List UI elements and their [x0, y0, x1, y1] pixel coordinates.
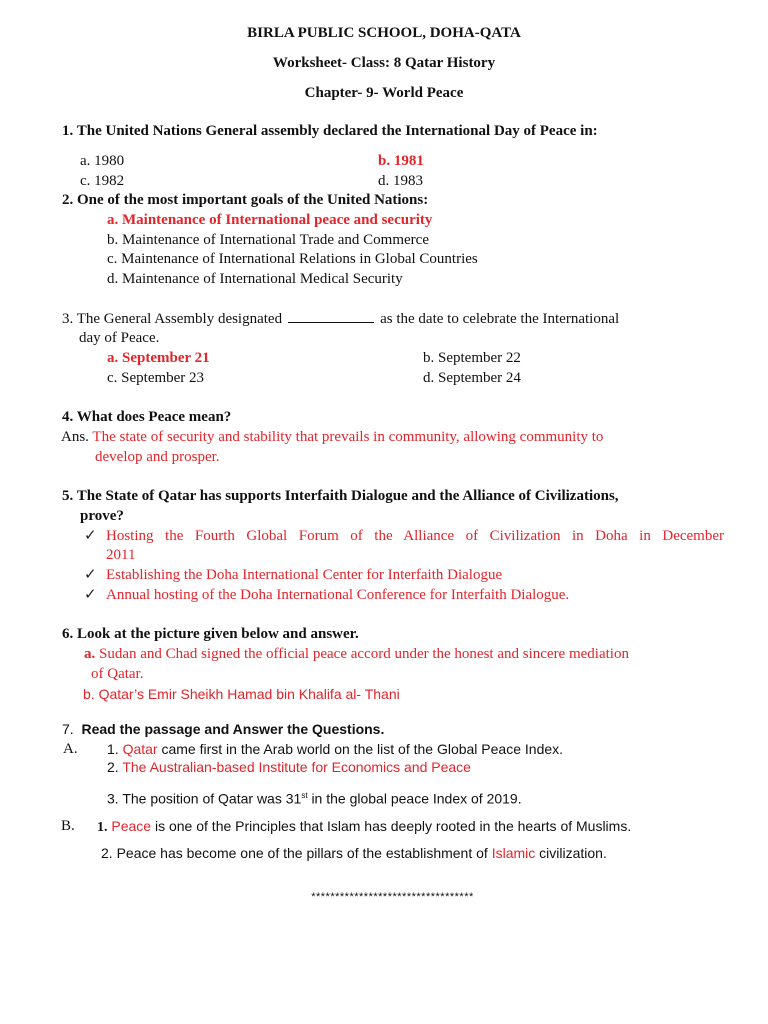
q6-answer-a [84, 645, 629, 663]
num: 2. [107, 759, 119, 775]
q3-option-b: b. September 22 [423, 350, 521, 366]
q1-option-d: d. 1983 [378, 173, 423, 189]
question-3 [62, 310, 619, 328]
question-7 [62, 720, 384, 738]
q7-a-3 [107, 787, 522, 808]
q4-answer-text: The state of security and stability that prevails in community, allowing community to [92, 429, 604, 445]
q3-option-d: d. September 24 [423, 370, 521, 386]
q3-option-c: c. September 23 [107, 370, 205, 386]
text-start: 2. Peace has become one of the pillars of the establishment of [101, 845, 488, 861]
q3-continuation: day of Peace. [79, 330, 160, 346]
footer-divider: ********************************** [311, 891, 474, 903]
q1-option-c: c. 1982 [80, 173, 125, 189]
question-5-cont: prove? [80, 508, 124, 524]
num: 1. [107, 741, 119, 757]
q4-answer-line-2: develop and prosper. [95, 449, 220, 465]
text-end: civilization. [539, 845, 607, 861]
q5-answer-3 [84, 586, 569, 604]
answer-label: Ans. [61, 429, 89, 445]
q6-answer-a-cont: of Qatar. [91, 666, 144, 682]
worksheet-title: Worksheet- Class: 8 Qatar History [272, 55, 496, 71]
section-b-label: B. [61, 818, 75, 834]
q1-option-b-answer: b. 1981 [378, 153, 424, 169]
fill-blank [288, 310, 374, 323]
q2-option-c: c. Maintenance of International Relations in Global Countries [107, 251, 478, 267]
question-2: 2. One of the most important goals of the United Nations: [62, 192, 429, 208]
answer-word: Peace [111, 818, 152, 834]
question-6: 6. Look at the picture given below and answer. [62, 626, 359, 642]
q1-option-a: a. 1980 [80, 153, 125, 169]
text: is one of the Principles that Islam has deeply rooted in the hearts of Muslims. [154, 818, 632, 834]
question-4: 4. What does Peace mean? [62, 409, 232, 425]
checkmark-icon: ✓ [84, 567, 97, 583]
q5-answer-2 [84, 566, 502, 584]
q5-answer-2-text: Establishing the Doha International Center for Interfaith Dialogue [106, 567, 503, 583]
num: 1. [97, 820, 108, 835]
q2-option-b: b. Maintenance of International Trade and Commerce [107, 232, 429, 248]
q5-answer-1 [84, 527, 724, 545]
answer-word: Qatar [122, 741, 158, 757]
q5-answer-1-cont: 2011 [106, 547, 136, 563]
text-start: 3. The position of Qatar was 31 [107, 790, 302, 807]
q6-a-text: Sudan and Chad signed the official peace accord under the honest and sincere mediation [99, 646, 629, 662]
q3-option-a-answer: a. September 21 [107, 350, 210, 366]
q7-a-2 [107, 758, 471, 776]
q7-title: Read the passage and Answer the Questions. [81, 721, 385, 737]
text-end: in the global peace Index of 2019. [311, 790, 522, 807]
checkmark-icon: ✓ [84, 587, 97, 603]
checkmark-icon: ✓ [84, 528, 97, 544]
q5-answer-1-text: Hosting the Fourth Global Forum of the Alliance of Civilization in Doha in December [106, 528, 724, 544]
answer-text: The Australian-based Institute for Economics and Peace [122, 759, 471, 775]
q6-a-label: a. [84, 646, 96, 662]
q7-a-1 [107, 740, 563, 758]
q2-option-a-answer: a. Maintenance of International peace and security [107, 212, 433, 228]
q6-answer-b: b. Qatar’s Emir Sheikh Hamad bin Khalifa al- Thani [83, 686, 400, 702]
chapter-title: Chapter- 9- World Peace [304, 85, 464, 101]
question-1: 1. The United Nations General assembly declared the International Day of Peace in: [62, 123, 598, 139]
q3-text-end: as the date to celebrate the International [380, 311, 620, 327]
q7-num: 7. [62, 721, 74, 737]
q5-answer-3-text: Annual hosting of the Doha International Conference for Interfaith Dialogue. [106, 587, 570, 603]
answer-word: Islamic [491, 845, 536, 861]
text: came first in the Arab world on the list of the Global Peace Index. [161, 741, 564, 757]
section-a-label: A. [63, 741, 78, 757]
q7-b-2 [101, 844, 607, 862]
school-title: BIRLA PUBLIC SCHOOL, DOHA-QATA [247, 25, 521, 41]
q7-b-1 [97, 817, 631, 837]
question-5: 5. The State of Qatar has supports Interfaith Dialogue and the Alliance of Civilizations, [62, 488, 619, 504]
q2-option-d: d. Maintenance of International Medical Security [107, 271, 403, 287]
ordinal: st [301, 791, 308, 800]
q4-answer-line-1 [61, 428, 603, 446]
q3-text-start: 3. The General Assembly designated [62, 311, 283, 327]
